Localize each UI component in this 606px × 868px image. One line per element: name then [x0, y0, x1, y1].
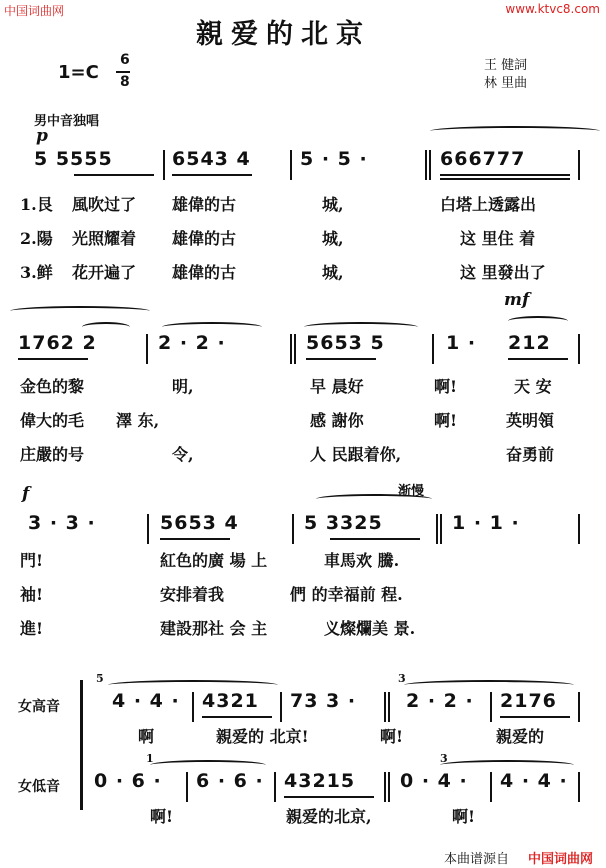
tie-arc — [82, 322, 130, 332]
slur-arc — [430, 126, 600, 136]
barline — [280, 692, 282, 722]
beam — [18, 358, 88, 360]
s3-measure-3: 5 3325 — [304, 512, 383, 534]
barline — [274, 772, 276, 802]
alto-label: 女低音 — [18, 779, 60, 795]
beam — [500, 716, 570, 718]
watermark-left: 中国词曲网 — [4, 4, 65, 18]
staff-2 — [0, 332, 606, 366]
barline — [578, 150, 580, 180]
s2-measure-1: 1762 2 — [18, 332, 97, 354]
tie-arc — [150, 760, 266, 770]
s2-lyric-verse3: 庄嚴的号 令, 人 民跟着你, 奋勇前 — [20, 445, 555, 464]
double-barline — [384, 772, 390, 802]
s2-measure-2: 2 · 2 · — [158, 332, 226, 354]
double-barline — [425, 150, 431, 180]
beam — [172, 174, 252, 176]
beam — [440, 178, 570, 180]
alto-measure-2: 6 · 6 · — [196, 770, 264, 792]
beam — [74, 174, 154, 176]
barline — [578, 514, 580, 544]
tie-arc — [404, 680, 574, 690]
alto-measure-5: 4 · 4 · — [500, 770, 568, 792]
s1-lyric-verse2: 2.陽 光照耀着 雄偉的古 城, 这 里住 着 — [20, 229, 536, 248]
time-signature-bottom: 8 — [120, 74, 130, 90]
staff-1 — [0, 148, 606, 182]
grace-note: 5 — [96, 672, 104, 685]
sop-measure-3: 73 3 · — [290, 690, 357, 712]
soprano-lyric: 啊 親爱的 北京! 啊! 親爱的 — [138, 727, 545, 746]
barline — [147, 514, 149, 544]
s3-measure-1: 3 · 3 · — [28, 512, 96, 534]
barline — [432, 334, 434, 364]
s3-lyric-verse3: 進! 建設那社 会 主 义燦爛美 景. — [20, 619, 416, 638]
lyricist-credit: 王 健詞 — [484, 58, 528, 73]
voice-label: 男中音独唱 — [34, 114, 100, 129]
barline — [490, 772, 492, 802]
alto-measure-4: 0 · 4 · — [400, 770, 468, 792]
sop-measure-4: 2 · 2 · — [406, 690, 474, 712]
tie-arc — [108, 680, 278, 690]
grace-note: 1 — [146, 752, 154, 765]
soprano-staff — [0, 690, 606, 724]
grace-note: 3 — [440, 752, 448, 765]
s1-lyric-verse1: 1.艮 風吹过了 雄偉的古 城, 白塔上透露出 — [20, 195, 537, 214]
s2-measure-4: 1 · — [446, 332, 477, 354]
footer-source-label: 本曲谱源自 — [444, 852, 510, 867]
dynamic-mf: mf — [504, 290, 530, 310]
tie-arc — [440, 760, 574, 770]
s2-measure-5: 212 — [508, 332, 551, 354]
s2-measure-3: 5653 5 — [306, 332, 385, 354]
barline — [292, 514, 294, 544]
slur-arc — [10, 306, 150, 316]
double-barline — [436, 514, 442, 544]
double-barline — [290, 334, 296, 364]
composer-credit: 林 里曲 — [484, 76, 528, 91]
barline — [163, 150, 165, 180]
s1-lyric-verse3: 3.鲜 花开遍了 雄偉的古 城, 这 里發出了 — [20, 263, 546, 282]
s2-lyric-verse2: 偉大的毛 澤 东, 感 謝你 啊! 英明領 — [20, 411, 555, 430]
key-signature: 1=C — [58, 62, 99, 83]
alto-staff — [0, 770, 606, 804]
s3-measure-2: 5653 4 — [160, 512, 239, 534]
beam — [160, 538, 230, 540]
sop-measure-1: 4 · 4 · — [112, 690, 180, 712]
barline — [578, 692, 580, 722]
dynamic-p: p — [36, 126, 48, 146]
tempo-mark: 渐慢 — [398, 484, 425, 499]
barline — [578, 772, 580, 802]
sop-measure-5: 2176 — [500, 690, 557, 712]
dynamic-f: f — [22, 484, 30, 504]
alto-measure-3: 43215 — [284, 770, 356, 792]
beam — [202, 716, 272, 718]
tie-arc — [162, 322, 262, 332]
beam — [330, 538, 420, 540]
sop-measure-2: 4321 — [202, 690, 259, 712]
barline — [290, 150, 292, 180]
barline — [192, 692, 194, 722]
alto-lyric: 啊! 親爱的北京, 啊! — [150, 807, 476, 826]
barline — [578, 334, 580, 364]
beam — [508, 358, 568, 360]
beam — [284, 796, 374, 798]
s3-measure-4: 1 · 1 · — [452, 512, 520, 534]
s1-measure-3: 5 · 5 · — [300, 148, 368, 170]
tie-arc — [508, 316, 568, 326]
s3-lyric-verse1: 門! 紅色的廣 場 上 車馬欢 騰. — [20, 551, 400, 570]
watermark-right: www.ktvc8.com — [505, 2, 600, 16]
footer-source-site[interactable]: 中国词曲网 — [528, 852, 594, 867]
barline — [490, 692, 492, 722]
beam — [306, 358, 376, 360]
s2-lyric-verse1: 金色的黎 明, 早 晨好 啊! 天 安 — [20, 377, 552, 396]
s3-lyric-verse2: 袖! 安排着我 們 的幸福前 程. — [20, 585, 403, 604]
time-signature-top: 6 — [120, 52, 130, 68]
barline — [186, 772, 188, 802]
soprano-label: 女高音 — [18, 699, 60, 715]
grace-note: 3 — [398, 672, 406, 685]
barline — [146, 334, 148, 364]
s1-measure-1: 5 5555 — [34, 148, 113, 170]
staff-3 — [0, 512, 606, 546]
page-title: 親爱的北京 — [196, 19, 371, 50]
double-barline — [384, 692, 390, 722]
time-signature-line — [116, 71, 130, 73]
slur-arc — [316, 494, 432, 504]
beam — [440, 174, 570, 176]
tie-arc — [304, 322, 418, 332]
s1-measure-2: 6543 4 — [172, 148, 251, 170]
alto-measure-1: 0 · 6 · — [94, 770, 162, 792]
s1-measure-4: 666777 — [440, 148, 526, 170]
